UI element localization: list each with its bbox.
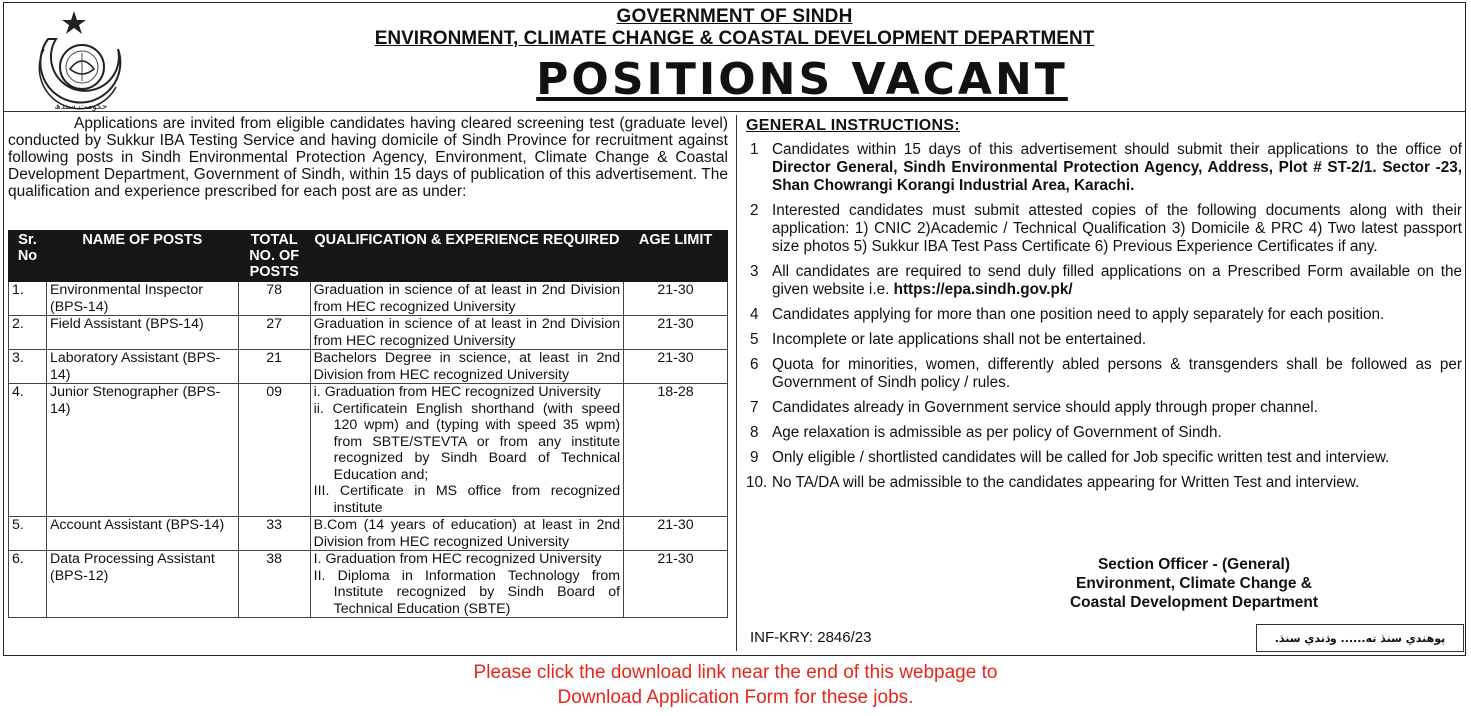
instruction-number: 9 — [750, 449, 759, 466]
instruction-item — [746, 356, 1462, 392]
instruction-text: Age relaxation is admissible as per policy of Government of Sindh. — [772, 424, 1222, 441]
instruction-number: 5 — [750, 331, 759, 348]
instruction-number: 2 — [750, 202, 759, 219]
instruction-number: 10. — [746, 474, 768, 491]
table-header-row — [9, 231, 728, 282]
download-notice-line1: Please click the download link near the end of this webpage to — [473, 662, 998, 683]
cell-age: 21-30 — [624, 350, 728, 384]
download-notice-line2: Download Application Form for these jobs. — [557, 687, 914, 708]
page-title: POSITIONS VACANT — [536, 54, 1068, 105]
cell-sr: 2. — [9, 316, 47, 350]
instruction-number: 1 — [750, 141, 759, 158]
qualification-item: i. Graduation from HEC recognized University — [313, 384, 601, 400]
signature-department: Environment, Climate Change & — [1076, 575, 1312, 592]
cell-qualification — [310, 384, 623, 517]
download-notice — [0, 660, 1471, 710]
cell-total: 09 — [238, 384, 310, 517]
table-row — [9, 517, 728, 551]
instruction-text: Only eligible / shortlisted candidates will be called for Job specific written test and interview. — [772, 449, 1390, 466]
cell-age: 18-28 — [624, 384, 728, 517]
signature-title: Section Officer - (General) — [1097, 556, 1291, 573]
header-qualification: QUALIFICATION & EXPERIENCE REQUIRED — [310, 231, 623, 282]
instruction-text: Quota for minorities, women, differently abled persons & transgenders shall be followed as per Government of Sindh policy / rules. — [772, 356, 1462, 391]
instruction-item — [746, 141, 1462, 195]
inf-reference: INF-KRY: 2846/23 — [750, 629, 872, 646]
table-row — [9, 350, 728, 384]
cell-qualification: Graduation in science of at least in 2nd Division from HEC recognized University — [310, 316, 623, 350]
qualification-item: II. Diploma in Information Technology from Institute recognized by Sindh Board of Technical Education (SBTE) — [313, 567, 621, 617]
instruction-item — [746, 202, 1462, 256]
instruction-text: All candidates are required to send duly filled applications on a Prescribed Form available on the given website i.e. — [772, 263, 1462, 298]
instruction-number: 4 — [750, 306, 759, 323]
instruction-number: 7 — [750, 399, 759, 416]
signature-block — [1014, 555, 1374, 612]
cell-sr: 4. — [9, 384, 47, 517]
instruction-item — [746, 474, 1462, 492]
cell-name: Data Processing Assistant (BPS-12) — [46, 551, 238, 618]
cell-name: Environmental Inspector (BPS-14) — [46, 282, 238, 316]
cell-sr: 6. — [9, 551, 47, 618]
cell-total: 33 — [238, 517, 310, 551]
table-row — [9, 551, 728, 618]
cell-name: Field Assistant (BPS-14) — [46, 316, 238, 350]
instruction-text: Candidates within 15 days of this advertisement should submit their applications to the office of — [772, 141, 1462, 158]
cell-age: 21-30 — [624, 282, 728, 316]
table-row — [9, 384, 728, 517]
header-age: AGE LIMIT — [624, 231, 728, 282]
cell-total: 38 — [238, 551, 310, 618]
cell-sr: 3. — [9, 350, 47, 384]
government-title: GOVERNMENT OF SINDH — [616, 6, 853, 27]
instruction-item — [746, 306, 1462, 324]
cell-total: 21 — [238, 350, 310, 384]
qualification-item: III. Certificate in MS office from recognized institute — [313, 483, 621, 516]
cell-qualification: Bachelors Degree in science, at least in 2nd Division from HEC recognized University — [310, 350, 623, 384]
header-total: TOTAL NO. OF POSTS — [238, 231, 310, 282]
instruction-text: Candidates applying for more than one position need to apply separately for each position. — [772, 306, 1385, 323]
instruction-item — [746, 424, 1462, 442]
cell-total: 27 — [238, 316, 310, 350]
advertisement — [3, 2, 1466, 656]
cell-age: 21-30 — [624, 316, 728, 350]
positions-table — [8, 230, 728, 618]
intro-text: Applications are invited from eligible candidates having cleared screening test (graduate level) conducted by Sukkur IBA Testing Service and having domicile of Sindh Province for recruitment against following posts in Sindh Environmental Protection Agency, Environment, Climate Change & Coastal Development Department, Government of Sindh, within 15 days of publication of this advertisement. The qualification and experience prescribed for each post are as under: — [8, 115, 728, 200]
cell-sr: 1. — [9, 282, 47, 316]
instructions-title: GENERAL INSTRUCTIONS: — [746, 117, 961, 134]
instruction-number: 8 — [750, 424, 759, 441]
instruction-number: 6 — [750, 356, 759, 373]
instruction-text: No TA/DA will be admissible to the candidates appearing for Written Test and interview. — [772, 474, 1360, 491]
office-address: Director General, Sindh Environmental Protection Agency, Address, Plot # ST-2/1. Sector -23, Shan Chowrangi Korangi Industrial Area, Karachi. — [772, 159, 1462, 194]
cell-qualification: Graduation in science of at least in 2nd Division from HEC recognized University — [310, 282, 623, 316]
general-instructions — [746, 117, 1462, 499]
column-divider — [736, 115, 737, 651]
cell-sr: 5. — [9, 517, 47, 551]
department-title: ENVIRONMENT, CLIMATE CHANGE & COASTAL DEVELOPMENT DEPARTMENT — [374, 28, 1095, 49]
instruction-number: 3 — [750, 263, 759, 280]
qualification-item: I. Graduation from HEC recognized University — [313, 551, 602, 567]
website-link[interactable]: https://epa.sindh.gov.pk/ — [893, 281, 1073, 298]
instruction-item — [746, 263, 1462, 299]
header-sr: Sr. No — [9, 231, 47, 282]
qualification-item: ii. Certificatein English shorthand (with speed 120 wpm) and (typing with speed 35 wpm) from SBTE/STEVTA or from any institute recognized by Sindh Board of Technical Education and; — [313, 400, 621, 483]
table-row — [9, 316, 728, 350]
cell-qualification: B.Com (14 years of education) at least in 2nd Division from HEC recognized University — [310, 517, 623, 551]
cell-age: 21-30 — [624, 551, 728, 618]
header-name: NAME OF POSTS — [46, 231, 238, 282]
cell-total: 78 — [238, 282, 310, 316]
sindhi-slogan: پوهندي سنڌ ته...... وڌندي سنڌ. — [1256, 624, 1464, 652]
instruction-item — [746, 449, 1462, 467]
header-divider — [4, 111, 1465, 112]
cell-name: Laboratory Assistant (BPS-14) — [46, 350, 238, 384]
cell-name: Junior Stenographer (BPS-14) — [46, 384, 238, 517]
signature-department-cont: Coastal Development Department — [1069, 594, 1319, 611]
cell-name: Account Assistant (BPS-14) — [46, 517, 238, 551]
svg-text:حکومت سندھ: حکومت سندھ — [54, 102, 108, 112]
instruction-text: Incomplete or late applications shall not be entertained. — [772, 331, 1147, 348]
cell-qualification — [310, 551, 623, 618]
cell-age: 21-30 — [624, 517, 728, 551]
instruction-item — [746, 331, 1462, 349]
instruction-text: Interested candidates must submit attested copies of the following documents along with their application: 1) CNIC 2)Academic / Technical Qualification 3) Domicile & PRC 4) Two latest passport size photos 5) Sukkur IBA Test Pass Certificate 6) Previous Experience Certificates if any. — [772, 202, 1462, 255]
instruction-text: Candidates already in Government service should apply through proper channel. — [772, 399, 1318, 416]
instruction-item — [746, 399, 1462, 417]
table-row — [9, 282, 728, 316]
